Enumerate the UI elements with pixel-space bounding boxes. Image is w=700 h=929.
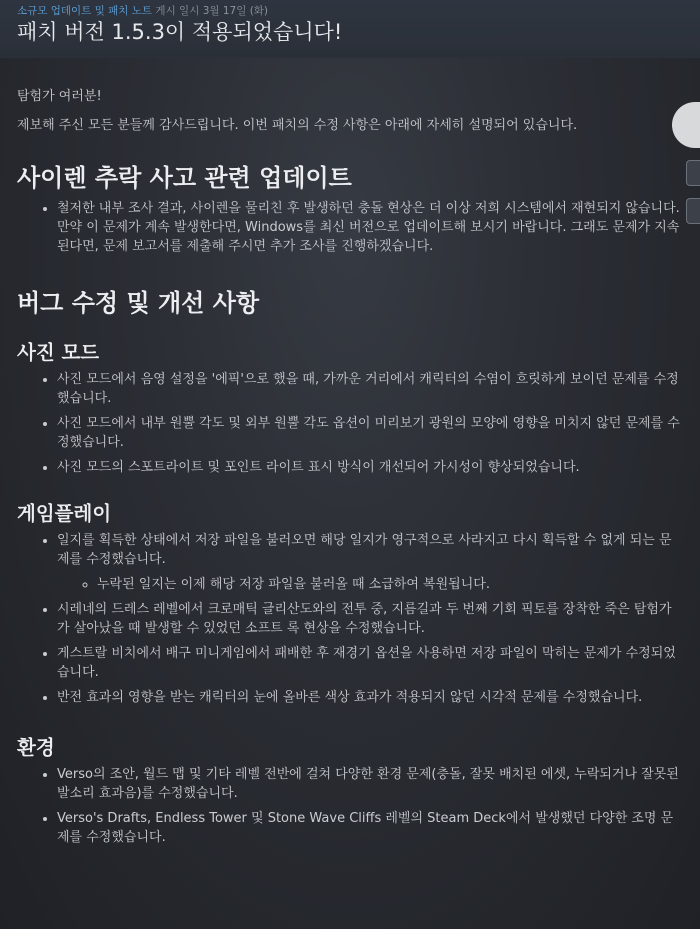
intro-text: 제보해 주신 모든 분들께 감사드립니다. 이번 패치의 수정 사항은 아래에 자세히 설명되어 있습니다. [17, 118, 578, 133]
list-item: • 반전 효과의 영향을 받는 캐릭터의 눈에 올바른 색상 효과가 적용되지 않던 시각적 문제를 수정했습니다. [57, 688, 683, 707]
list-item: • 사진 모드의 스포트라이트 및 포인트 라이트 표시 방식이 개선되어 가시성이 향상되었습니다. [57, 458, 683, 477]
side-button-2[interactable] [686, 198, 700, 224]
list-subitem: ◦ 누락된 일지는 이제 해당 저장 파일을 불러올 때 소급하여 복원됩니다. [97, 575, 683, 594]
list-item: • 사진 모드에서 내부 원뿔 각도 및 외부 원뿔 각도 옵션이 미리보기 광원의 모양에 영향을 미치지 않던 문제를 수정했습니다. [57, 414, 683, 452]
photo-list [17, 370, 683, 477]
list-item: • 게스트랄 비치에서 배구 미니게임에서 패배한 후 재경기 옵션을 사용하면 저장 파일이 막히는 문제가 수정되었습니다. [57, 644, 683, 682]
section-title-gameplay: 게임플레이 [17, 502, 112, 525]
list-item: • 일지를 획득한 상태에서 저장 파일을 불러오면 해당 일지가 영구적으로 사라지고 다시 획득할 수 없게 되는 문제를 수정했습니다. [57, 531, 683, 569]
post-body [0, 58, 700, 929]
list-item: • 시레네의 드레스 레벨에서 크로매틱 글리산도와의 전투 중, 지름길과 두 번째 기회 픽토를 장착한 죽은 탐험가가 살아났을 때 발생할 수 있었던 소프트 록 현상을 수정했습니다. [57, 600, 683, 638]
category-link[interactable]: 소규모 업데이트 및 패치 노트 [17, 5, 153, 17]
section-title-siren: 사이렌 추락 사고 관련 업데이트 [17, 164, 352, 192]
section-title-photo: 사진 모드 [17, 341, 100, 364]
list-item: • 철저한 내부 조사 결과, 사이렌을 물리친 후 발생하던 충돌 현상은 더 이상 저희 시스템에서 재현되지 않습니다. 만약 이 문제가 계속 발생한다면, Windows를 최신 버전으로 업데이트해 보시기 바랍니다. 그래도 문제가 지속된다면, 문제 보고서를 제출해 주시면 추가 조사를 진행하겠습니다. [57, 199, 683, 256]
environment-list [17, 765, 683, 847]
posted-label: 게시 일시 [155, 5, 200, 17]
intro-greeting: 탐험가 여러분! [17, 89, 102, 104]
page-title: 패치 버전 1.5.3이 적용되었습니다! [17, 20, 343, 44]
post-header [0, 0, 700, 58]
list-item: • 사진 모드에서 음영 설정을 '에픽'으로 했을 때, 가까운 거리에서 캐릭터의 수염이 흐릿하게 보이던 문제를 수정했습니다. [57, 370, 683, 408]
section-title-bugfix: 버그 수정 및 개선 사항 [17, 289, 260, 317]
side-button-1[interactable] [686, 160, 700, 186]
section-title-environment: 환경 [17, 736, 55, 759]
list-item: • Verso의 조안, 월드 맵 및 기타 레벨 전반에 걸쳐 다양한 환경 문제(충돌, 잘못 배치된 에셋, 누락되거나 잘못된 발소리 효과음)를 수정했습니다. [57, 765, 683, 803]
post-date: 3월 17일 (화) [202, 5, 269, 17]
list-item: • Verso's Drafts, Endless Tower 및 Stone Wave Cliffs 레벨의 Steam Deck에서 발생했던 다양한 조명 문제를 수정했습니다. [57, 809, 683, 847]
gameplay-list [17, 531, 683, 707]
siren-list [17, 199, 683, 256]
